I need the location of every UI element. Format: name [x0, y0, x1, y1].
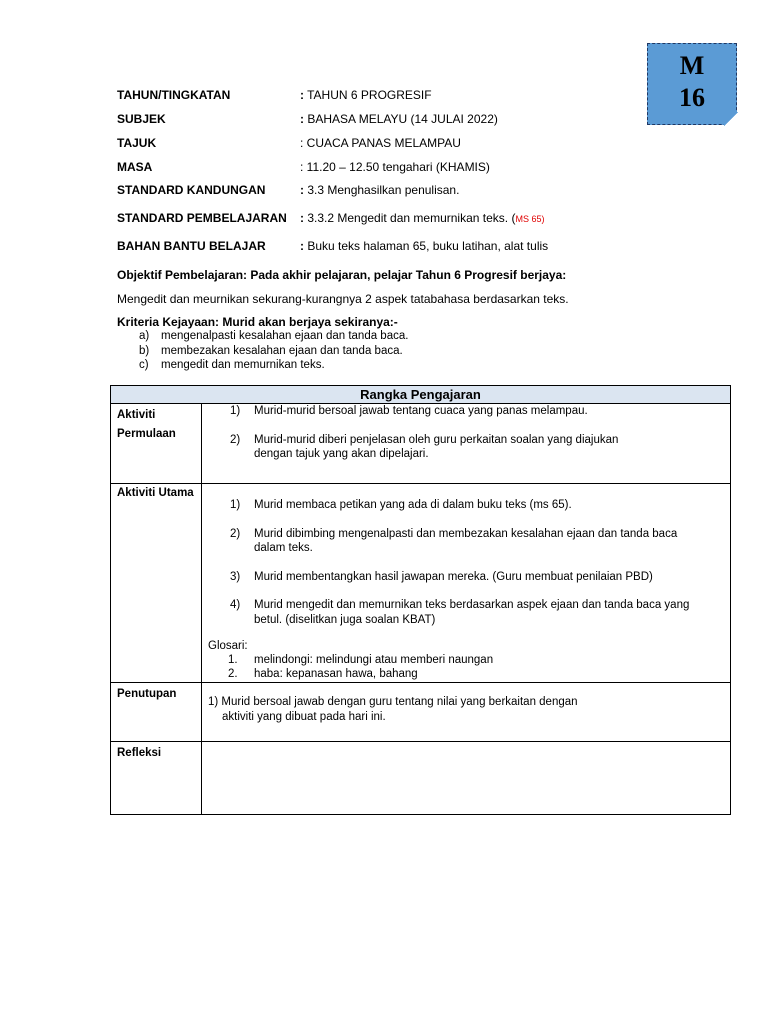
list-item: 4) Murid mengedit dan memurnikan teks berdasarkan aspek ejaan dan tanda baca yang betul. (diselitkan juga soalan KBAT) [230, 599, 690, 626]
list-item: 1. melindongi: melindungi atau memberi naungan [228, 654, 494, 666]
criteria-list [139, 329, 408, 373]
row-label: Aktiviti Permulaan [111, 404, 202, 484]
info-label: MASA [117, 160, 153, 174]
glosari-label: Glosari: [208, 640, 248, 652]
page-reference-note: MS 65) [515, 214, 545, 224]
info-value: : BAHASA MELAYU (14 JULAI 2022) [300, 112, 498, 126]
table-row-utama [111, 484, 731, 683]
table-row-permulaan [111, 404, 731, 484]
lesson-plan-table [110, 385, 731, 815]
info-label: SUBJEK [117, 112, 166, 126]
criteria-heading: Kriteria Kejayaan: Murid akan berjaya sekiranya:- [117, 315, 398, 329]
row-label: Refleksi [111, 742, 202, 815]
list-item: 2. haba: kepanasan hawa, bahang [228, 668, 418, 680]
row-label: Penutupan [111, 683, 202, 742]
list-item: 1) Murid-murid bersoal jawab tentang cuaca yang panas melampau. [230, 405, 588, 417]
list-item: 1) Murid membaca petikan yang ada di dalam buku teks (ms 65). [230, 499, 572, 511]
glosari-section [208, 639, 730, 681]
info-label: TAHUN/TINGKATAN [117, 88, 231, 102]
row-content [202, 404, 731, 484]
page-badge [647, 43, 737, 125]
info-value: : 3.3 Menghasilkan penulisan. [300, 183, 460, 197]
table-title: Rangka Pengajaran [111, 386, 731, 404]
list-item: 2) Murid-murid diberi penjelasan oleh guru perkaitan soalan yang diajukan dengan tajuk yang akan dipelajari. [230, 433, 619, 460]
info-label: STANDARD PEMBELAJARAN [117, 211, 287, 225]
info-label: TAJUK [117, 136, 157, 150]
badge-letter: M [679, 51, 705, 80]
page-curl-decoration [724, 112, 738, 126]
table-row-refleksi [111, 742, 731, 815]
row-label: Aktiviti Utama [111, 484, 202, 683]
list-item: 2) Murid dibimbing mengenalpasti dan membezakan kesalahan ejaan dan tanda baca dalam teks. [230, 527, 678, 554]
info-value: : Buku teks halaman 65, buku latihan, alat tulis [300, 239, 549, 253]
info-value: : 3.3.2 Mengedit dan memurnikan teks. (MS 65) [300, 211, 545, 225]
row-content: 1) Murid bersoal jawab dengan guru tentang nilai yang berkaitan dengan aktiviti yang dibuat pada hari ini. [202, 683, 731, 742]
badge-number: 16 [679, 83, 705, 112]
refleksi-content [202, 742, 731, 815]
objective-heading: Objektif Pembelajaran: Pada akhir pelajaran, pelajar Tahun 6 Progresif berjaya: [117, 268, 567, 282]
list-item: c) mengedit dan memurnikan teks. [139, 359, 325, 371]
info-value: : TAHUN 6 PROGRESIF [300, 88, 432, 102]
list-item: b) membezakan kesalahan ejaan dan tanda baca. [139, 344, 403, 357]
objective-text: Mengedit dan meurnikan sekurang-kurangnya 2 aspek tatabahasa berdasarkan teks. [117, 292, 569, 306]
table-row-penutupan [111, 683, 731, 742]
info-value: : CUACA PANAS MELAMPAU [300, 136, 461, 150]
info-label: STANDARD KANDUNGAN [117, 183, 266, 197]
list-item: 3) Murid membentangkan hasil jawapan mereka. (Guru membuat penilaian PBD) [230, 570, 653, 583]
info-value: : 11.20 – 12.50 tengahari (KHAMIS) [300, 160, 490, 174]
info-label: BAHAN BANTU BELAJAR [117, 239, 266, 253]
row-content [202, 484, 731, 683]
list-item: a) mengenalpasti kesalahan ejaan dan tanda baca. [139, 330, 409, 342]
